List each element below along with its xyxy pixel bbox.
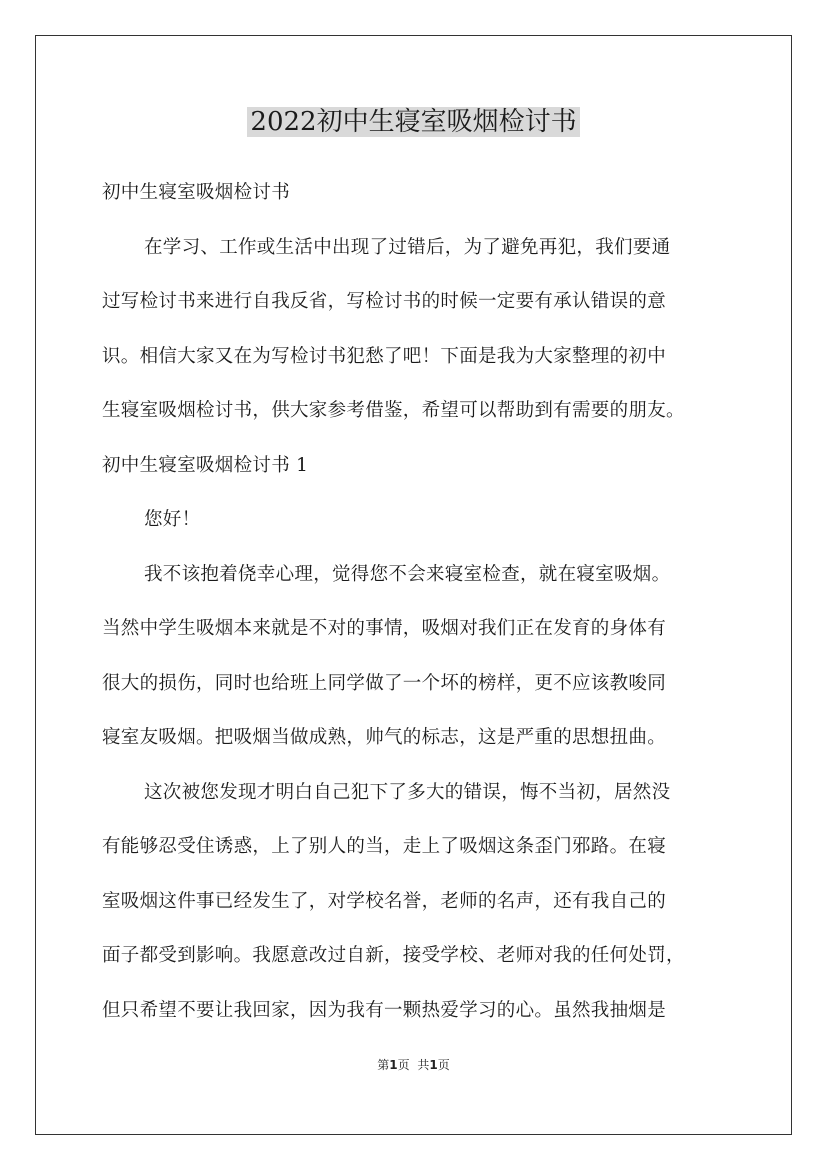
body-line: 但只希望不要让我回家，因为我有一颗热爱学习的心。虽然我抽烟是 (102, 999, 667, 1021)
page-unit: 页 (397, 1058, 410, 1072)
body-line: 面子都受到影响。我愿意改过自新，接受学校、老师对我的任何处罚， (102, 945, 685, 966)
body-line: 生寝室吸烟检讨书，供大家参考借鉴，希望可以帮助到有需要的朋友。 (102, 400, 685, 421)
page-current: 1 (389, 1058, 398, 1072)
body-line: 初中生寝室吸烟检讨书 1 (102, 454, 309, 476)
page-total: 1 (429, 1058, 438, 1072)
body-line: 有能够忍受住诱惑，上了别人的当，走上了吸烟这条歪门邪路。在寝 (102, 836, 667, 857)
document-title (0, 100, 827, 144)
body-line: 很大的损伤，同时也给班上同学做了一个坏的榜样，更不应该教唆同 (102, 672, 667, 694)
body-line: 我不该抱着侥幸心理，觉得您不会来寝室检查，就在寝室吸烟。 (144, 563, 671, 585)
body-line: 在学习、工作或生活中出现了过错后，为了避免再犯，我们要通 (144, 236, 671, 258)
body-line: 初中生寝室吸烟检讨书 (102, 182, 291, 203)
body-line: 当然中学生吸烟本来就是不对的事情，吸烟对我们正在发育的身体有 (102, 618, 667, 639)
document-body (102, 166, 742, 1038)
body-line: 过写检讨书来进行自我反省，写检讨书的时候一定要有承认错误的意 (102, 291, 667, 312)
document-title-text: 2022初中生寝室吸烟检讨书 (247, 107, 579, 137)
body-line: 寝室友吸烟。把吸烟当做成熟，帅气的标志，这是严重的思想扭曲。 (102, 727, 667, 748)
total-prefix: 共 (417, 1058, 430, 1072)
page-prefix: 第 (377, 1058, 390, 1072)
body-line: 这次被您发现才明白自己犯下了多大的错误，悔不当初，居然没 (144, 781, 671, 803)
body-line: 室吸烟这件事已经发生了，对学校名誉，老师的名声，还有我自己的 (102, 890, 667, 912)
page-footer (0, 1056, 827, 1073)
total-unit: 页 (437, 1058, 450, 1072)
body-line: 识。相信大家又在为写检讨书犯愁了吧！下面是我为大家整理的初中 (102, 345, 667, 367)
body-line: 您好！ (144, 509, 201, 530)
